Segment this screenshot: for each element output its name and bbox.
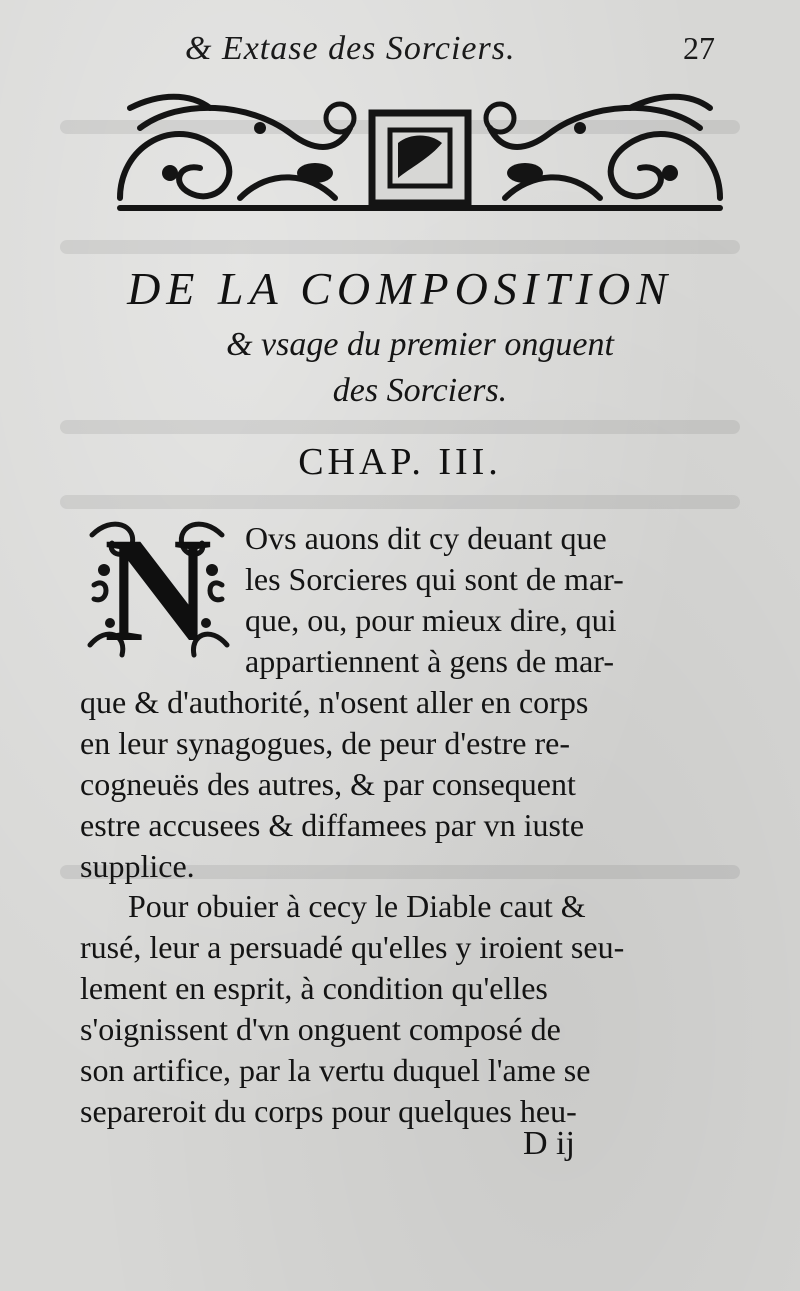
drop-cap-letter: N: [103, 507, 213, 673]
text-line: estre accusees & diffamees par vn iuste: [80, 807, 585, 843]
chapter-subtitle-line-2: des Sorciers.: [332, 372, 508, 409]
text-line: son artifice, par la vertu duquel l'ame se: [80, 1052, 591, 1088]
text-line: separeroit du corps pour quelques heu-: [80, 1093, 577, 1129]
bleed-through-line: [60, 420, 740, 434]
bleed-through-line: [60, 240, 740, 254]
text-line: s'oignissent d'vn onguent composé de: [80, 1011, 561, 1047]
text-line: les Sorcieres qui sont de mar-: [245, 561, 624, 597]
text-line: lement en esprit, à condition qu'elles: [80, 970, 548, 1006]
text-line: Pour obuier à cecy le Diable caut &: [128, 888, 586, 924]
running-head: & Extase des Sorciers.: [185, 30, 516, 67]
text-line: que & d'authorité, n'osent aller en corps: [80, 684, 589, 720]
text-line: cogneuës des autres, & par consequent: [80, 766, 576, 802]
page-header: [185, 30, 715, 76]
text-line: appartiennent à gens de mar-: [245, 643, 614, 679]
page-number: 27: [683, 30, 715, 66]
text-line: rusé, leur a persuadé qu'elles y iroient seu-: [80, 929, 625, 965]
text-line: Ovs auons dit cy deuant que: [245, 520, 607, 556]
drop-cap: [82, 507, 234, 673]
text-line: que, ou, pour mieux dire, qui: [245, 602, 617, 638]
text-line: en leur synagogues, de peur d'estre re-: [80, 725, 571, 761]
ornamental-headpiece: [100, 88, 740, 220]
signature-mark: D ij: [523, 1125, 575, 1162]
chapter-title: DE LA COMPOSITION: [127, 263, 673, 314]
chapter-number: CHAP. III.: [298, 441, 502, 483]
text-line: supplice.: [80, 848, 195, 884]
chapter-subtitle-line-1: & vsage du premier onguent: [226, 326, 614, 363]
